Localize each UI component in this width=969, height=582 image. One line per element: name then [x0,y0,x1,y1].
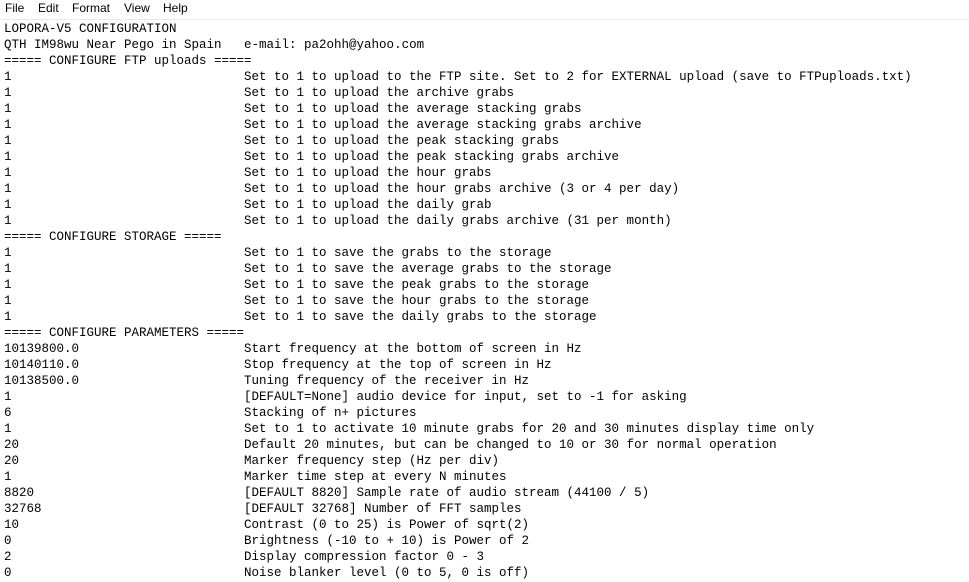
config-description: Set to 1 to upload the average stacking grabs [244,102,582,116]
menu-bar [0,0,969,20]
config-value: 1 [4,294,12,308]
config-description: Set to 1 to upload the hour grabs archive (3 or 4 per day) [244,182,680,196]
section-title-storage: ===== CONFIGURE STORAGE ===== [4,230,222,244]
config-description: Set to 1 to upload the average stacking grabs archive [244,118,642,132]
menu-view[interactable]: View [124,1,150,15]
config-value: 1 [4,214,12,228]
config-description: Tuning frequency of the receiver in Hz [244,374,530,388]
config-description: Set to 1 to upload the daily grab [244,198,492,212]
config-value: 1 [4,150,12,164]
config-value: 32768 [4,502,42,516]
config-value: 1 [4,422,12,436]
menu-edit[interactable]: Edit [38,1,59,15]
config-description: Set to 1 to upload the peak stacking grabs archive [244,150,620,164]
section-title-parameters: ===== CONFIGURE PARAMETERS ===== [4,326,245,340]
config-description: Set to 1 to save the hour grabs to the storage [244,294,590,308]
config-value: 1 [4,278,12,292]
config-description: Contrast (0 to 25) is Power of sqrt(2) [244,518,530,532]
config-value: 0 [4,566,12,580]
config-value: 1 [4,246,12,260]
config-description: Display compression factor 0 - 3 [244,550,485,564]
config-description: Marker frequency step (Hz per div) [244,454,500,468]
config-description: Marker time step at every N minutes [244,470,507,484]
config-description: [DEFAULT 8820] Sample rate of audio stream (44100 / 5) [244,486,650,500]
config-value: 1 [4,134,12,148]
config-value: 20 [4,454,20,468]
config-value: 1 [4,262,12,276]
menu-format[interactable]: Format [72,1,111,15]
config-value: 1 [4,70,12,84]
config-value: 1 [4,182,12,196]
config-value: 1 [4,310,12,324]
config-value: 1 [4,102,12,116]
section-title-ftp: ===== CONFIGURE FTP uploads ===== [4,54,252,68]
config-description: Set to 1 to save the average grabs to the storage [244,262,612,276]
config-value: 6 [4,406,12,420]
config-value: 1 [4,86,12,100]
config-value: 10138500.0 [4,374,80,388]
config-description: Set to 1 to upload the peak stacking grabs [244,134,560,148]
config-description: Set to 1 to save the peak grabs to the storage [244,278,590,292]
config-value: 10 [4,518,20,532]
config-value: 1 [4,390,12,404]
config-description: Brightness (-10 to + 10) is Power of 2 [244,534,530,548]
config-description: Set to 1 to save the daily grabs to the storage [244,310,597,324]
config-description: Set to 1 to upload the archive grabs [244,86,515,100]
config-value: 2 [4,550,12,564]
config-value: 1 [4,470,12,484]
config-description: Default 20 minutes, but can be changed to 10 or 30 for normal operation [244,438,777,452]
config-value: 1 [4,118,12,132]
config-description: Stop frequency at the top of screen in Hz [244,358,552,372]
config-description: Set to 1 to upload the daily grabs archive (31 per month) [244,214,672,228]
config-description: Set to 1 to save the grabs to the storage [244,246,552,260]
config-value: 1 [4,166,12,180]
config-value: 0 [4,534,12,548]
menu-help[interactable]: Help [163,1,188,15]
config-value: 20 [4,438,20,452]
config-description: Set to 1 to upload the hour grabs [244,166,492,180]
header-qth: QTH IM98wu Near Pego in Spain e-mail: pa2ohh@yahoo.com [4,38,425,52]
header-title: LOPORA-V5 CONFIGURATION [4,22,177,36]
config-value: 1 [4,198,12,212]
config-description: [DEFAULT=None] audio device for input, set to -1 for asking [244,390,687,404]
config-value: 10139800.0 [4,342,80,356]
config-value: 10140110.0 [4,358,80,372]
config-description: Start frequency at the bottom of screen in Hz [244,342,582,356]
config-description: Set to 1 to activate 10 minute grabs for 20 and 30 minutes display time only [244,422,815,436]
config-description: Noise blanker level (0 to 5, 0 is off) [244,566,530,580]
config-description: Set to 1 to upload to the FTP site. Set to 2 for EXTERNAL upload (save to FTPuploads.txt) [244,70,912,84]
config-value: 8820 [4,486,35,500]
config-description: Stacking of n+ pictures [244,406,417,420]
menu-file[interactable]: File [5,1,25,15]
config-description: [DEFAULT 32768] Number of FFT samples [244,502,522,516]
text-editor-area[interactable] [0,20,969,582]
